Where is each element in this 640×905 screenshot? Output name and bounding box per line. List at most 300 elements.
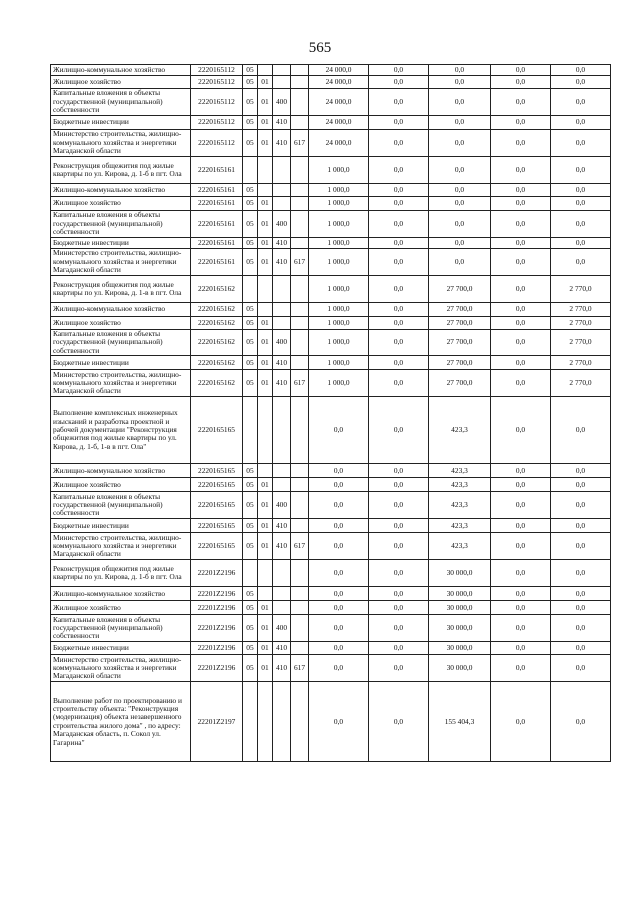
subsection-code: 01 (258, 249, 273, 276)
table-row (51, 76, 611, 89)
value-3: 423,3 (429, 533, 491, 560)
value-2: 0,0 (369, 303, 429, 317)
row-name: Жилищное хозяйство (51, 601, 191, 615)
section-code: 05 (243, 655, 258, 682)
expense-type-code (273, 157, 291, 184)
value-5: 0,0 (551, 197, 611, 211)
program-code: 2220165112 (191, 130, 243, 157)
subsection-code: 01 (258, 330, 273, 356)
value-4: 0,0 (491, 519, 551, 533)
value-2: 0,0 (369, 276, 429, 303)
subsection-code: 01 (258, 519, 273, 533)
table-row (51, 238, 611, 249)
section-code: 05 (243, 587, 258, 601)
ministry-code (291, 601, 309, 615)
value-5: 0,0 (551, 601, 611, 615)
expense-type-code: 410 (273, 642, 291, 655)
section-code: 05 (243, 238, 258, 249)
value-1: 1 000,0 (309, 238, 369, 249)
expense-type-code (273, 76, 291, 89)
subsection-code (258, 184, 273, 197)
value-3: 0,0 (429, 211, 491, 238)
program-code: 2220165161 (191, 249, 243, 276)
value-5: 0,0 (551, 615, 611, 642)
value-5: 0,0 (551, 587, 611, 601)
row-name: Капитальные вложения в объекты государственной (муниципальной) собственности (51, 89, 191, 116)
value-3: 155 404,3 (429, 682, 491, 762)
value-4: 0,0 (491, 317, 551, 330)
value-2: 0,0 (369, 330, 429, 356)
value-2: 0,0 (369, 65, 429, 76)
program-code: 2220165165 (191, 464, 243, 478)
value-1: 0,0 (309, 587, 369, 601)
program-code: 2220165161 (191, 238, 243, 249)
row-name: Жилищно-коммунальное хозяйство (51, 65, 191, 76)
row-name: Министерство строительства, жилищно-коммунального хозяйства и энергетики Магаданской области (51, 533, 191, 560)
value-1: 1 000,0 (309, 249, 369, 276)
value-1: 1 000,0 (309, 276, 369, 303)
value-4: 0,0 (491, 249, 551, 276)
ministry-code (291, 478, 309, 492)
row-name: Жилищно-коммунальное хозяйство (51, 184, 191, 197)
subsection-code (258, 303, 273, 317)
ministry-code (291, 238, 309, 249)
row-name: Реконструкция общежития под жилые квартиры по ул. Кирова, д. 1-б в пгт. Ола (51, 560, 191, 587)
subsection-code: 01 (258, 76, 273, 89)
table-row (51, 303, 611, 317)
subsection-code (258, 560, 273, 587)
value-5: 0,0 (551, 397, 611, 464)
value-5: 0,0 (551, 655, 611, 682)
table-row (51, 157, 611, 184)
subsection-code: 01 (258, 116, 273, 130)
section-code: 05 (243, 356, 258, 370)
table-row (51, 65, 611, 76)
value-4: 0,0 (491, 615, 551, 642)
ministry-code (291, 560, 309, 587)
expense-type-code (273, 601, 291, 615)
row-name: Жилищно-коммунальное хозяйство (51, 587, 191, 601)
value-3: 30 000,0 (429, 560, 491, 587)
value-1: 0,0 (309, 464, 369, 478)
table-row (51, 317, 611, 330)
value-1: 24 000,0 (309, 65, 369, 76)
table-row (51, 560, 611, 587)
expense-type-code (273, 197, 291, 211)
value-2: 0,0 (369, 478, 429, 492)
section-code: 05 (243, 533, 258, 560)
ministry-code (291, 303, 309, 317)
program-code: 2220165165 (191, 519, 243, 533)
subsection-code: 01 (258, 211, 273, 238)
subsection-code: 01 (258, 197, 273, 211)
ministry-code (291, 211, 309, 238)
expense-type-code: 400 (273, 89, 291, 116)
expense-type-code: 400 (273, 330, 291, 356)
row-name: Выполнение работ по проектированию и строительству объекта: "Реконструкция (модернизация) объекта незавершенного строительства жилого дома" , по адресу: Магаданская область, п. Сокол ул. Гагарина" (51, 682, 191, 762)
table-row (51, 642, 611, 655)
value-5: 0,0 (551, 533, 611, 560)
expense-type-code (273, 464, 291, 478)
value-5: 2 770,0 (551, 370, 611, 397)
ministry-code (291, 65, 309, 76)
value-2: 0,0 (369, 492, 429, 519)
table-row (51, 587, 611, 601)
table-body (51, 65, 611, 762)
section-code (243, 157, 258, 184)
section-code: 05 (243, 116, 258, 130)
expense-type-code (273, 682, 291, 762)
subsection-code (258, 157, 273, 184)
value-4: 0,0 (491, 682, 551, 762)
subsection-code: 01 (258, 478, 273, 492)
subsection-code (258, 682, 273, 762)
row-name: Капитальные вложения в объекты государственной (муниципальной) собственности (51, 330, 191, 356)
ministry-code (291, 330, 309, 356)
section-code: 05 (243, 370, 258, 397)
value-4: 0,0 (491, 184, 551, 197)
subsection-code: 01 (258, 370, 273, 397)
value-3: 0,0 (429, 197, 491, 211)
value-3: 0,0 (429, 157, 491, 184)
ministry-code (291, 276, 309, 303)
row-name: Министерство строительства, жилищно-коммунального хозяйства и энергетики Магаданской области (51, 249, 191, 276)
value-1: 0,0 (309, 655, 369, 682)
table-row (51, 130, 611, 157)
value-5: 0,0 (551, 478, 611, 492)
value-1: 0,0 (309, 682, 369, 762)
value-3: 27 700,0 (429, 276, 491, 303)
subsection-code: 01 (258, 533, 273, 560)
value-3: 0,0 (429, 249, 491, 276)
value-5: 0,0 (551, 642, 611, 655)
program-code: 2220165162 (191, 276, 243, 303)
section-code: 05 (243, 492, 258, 519)
value-4: 0,0 (491, 197, 551, 211)
value-1: 0,0 (309, 397, 369, 464)
table-row (51, 533, 611, 560)
expense-type-code: 410 (273, 655, 291, 682)
table-row (51, 184, 611, 197)
value-3: 30 000,0 (429, 655, 491, 682)
value-5: 0,0 (551, 184, 611, 197)
value-2: 0,0 (369, 317, 429, 330)
value-3: 0,0 (429, 76, 491, 89)
table-row (51, 615, 611, 642)
subsection-code: 01 (258, 492, 273, 519)
value-1: 1 000,0 (309, 184, 369, 197)
value-4: 0,0 (491, 464, 551, 478)
value-5: 0,0 (551, 211, 611, 238)
page-number: 565 (308, 40, 332, 56)
table-row (51, 197, 611, 211)
ministry-code (291, 317, 309, 330)
table-row (51, 330, 611, 356)
value-3: 423,3 (429, 492, 491, 519)
subsection-code: 01 (258, 89, 273, 116)
value-1: 1 000,0 (309, 211, 369, 238)
value-4: 0,0 (491, 478, 551, 492)
row-name: Министерство строительства, жилищно-коммунального хозяйства и энергетики Магаданской области (51, 370, 191, 397)
value-2: 0,0 (369, 587, 429, 601)
value-4: 0,0 (491, 642, 551, 655)
ministry-code (291, 682, 309, 762)
value-4: 0,0 (491, 356, 551, 370)
program-code: 2220165162 (191, 303, 243, 317)
program-code: 2220165162 (191, 330, 243, 356)
table-row (51, 478, 611, 492)
value-2: 0,0 (369, 184, 429, 197)
row-name: Бюджетные инвестиции (51, 356, 191, 370)
ministry-code: 617 (291, 655, 309, 682)
value-3: 30 000,0 (429, 587, 491, 601)
ministry-code (291, 76, 309, 89)
value-2: 0,0 (369, 682, 429, 762)
section-code: 05 (243, 478, 258, 492)
row-name: Жилищное хозяйство (51, 197, 191, 211)
program-code: 2220165112 (191, 116, 243, 130)
budget-table (50, 64, 611, 762)
value-4: 0,0 (491, 65, 551, 76)
value-1: 1 000,0 (309, 157, 369, 184)
value-4: 0,0 (491, 492, 551, 519)
subsection-code (258, 276, 273, 303)
value-5: 2 770,0 (551, 317, 611, 330)
value-2: 0,0 (369, 397, 429, 464)
value-3: 0,0 (429, 184, 491, 197)
value-4: 0,0 (491, 560, 551, 587)
section-code (243, 397, 258, 464)
ministry-code (291, 157, 309, 184)
expense-type-code: 410 (273, 238, 291, 249)
expense-type-code (273, 560, 291, 587)
value-1: 1 000,0 (309, 317, 369, 330)
value-2: 0,0 (369, 157, 429, 184)
table-row (51, 655, 611, 682)
value-4: 0,0 (491, 370, 551, 397)
value-2: 0,0 (369, 601, 429, 615)
section-code: 05 (243, 464, 258, 478)
value-2: 0,0 (369, 370, 429, 397)
value-2: 0,0 (369, 211, 429, 238)
value-5: 0,0 (551, 116, 611, 130)
value-5: 0,0 (551, 492, 611, 519)
value-4: 0,0 (491, 76, 551, 89)
value-5: 0,0 (551, 238, 611, 249)
program-code: 2220165161 (191, 197, 243, 211)
value-1: 0,0 (309, 601, 369, 615)
program-code: 2220165112 (191, 65, 243, 76)
row-name: Жилищное хозяйство (51, 317, 191, 330)
value-2: 0,0 (369, 655, 429, 682)
value-3: 423,3 (429, 519, 491, 533)
expense-type-code: 400 (273, 492, 291, 519)
value-2: 0,0 (369, 356, 429, 370)
subsection-code: 01 (258, 238, 273, 249)
section-code: 05 (243, 601, 258, 615)
value-4: 0,0 (491, 587, 551, 601)
value-2: 0,0 (369, 560, 429, 587)
value-2: 0,0 (369, 130, 429, 157)
subsection-code (258, 397, 273, 464)
ministry-code (291, 184, 309, 197)
row-name: Жилищно-коммунальное хозяйство (51, 464, 191, 478)
program-code: 2220165165 (191, 492, 243, 519)
row-name: Жилищное хозяйство (51, 478, 191, 492)
value-3: 30 000,0 (429, 642, 491, 655)
value-4: 0,0 (491, 116, 551, 130)
ministry-code (291, 89, 309, 116)
section-code: 05 (243, 519, 258, 533)
program-code: 2220165165 (191, 397, 243, 464)
value-3: 0,0 (429, 65, 491, 76)
section-code: 05 (243, 184, 258, 197)
value-4: 0,0 (491, 89, 551, 116)
program-code: 2220165161 (191, 157, 243, 184)
expense-type-code (273, 65, 291, 76)
value-2: 0,0 (369, 76, 429, 89)
value-2: 0,0 (369, 519, 429, 533)
value-1: 0,0 (309, 642, 369, 655)
value-4: 0,0 (491, 655, 551, 682)
ministry-code (291, 464, 309, 478)
expense-type-code: 410 (273, 356, 291, 370)
program-code: 2220165165 (191, 478, 243, 492)
section-code: 05 (243, 130, 258, 157)
ministry-code: 617 (291, 130, 309, 157)
value-1: 0,0 (309, 560, 369, 587)
program-code: 22201Z2196 (191, 601, 243, 615)
ministry-code (291, 356, 309, 370)
subsection-code: 01 (258, 317, 273, 330)
ministry-code (291, 642, 309, 655)
value-5: 0,0 (551, 682, 611, 762)
section-code: 05 (243, 330, 258, 356)
program-code: 22201Z2196 (191, 615, 243, 642)
value-4: 0,0 (491, 397, 551, 464)
table-row (51, 519, 611, 533)
value-1: 24 000,0 (309, 116, 369, 130)
value-2: 0,0 (369, 249, 429, 276)
row-name: Выполнение комплексных инженерных изысканий и разработка проектной и рабочей документации "Реконструкция общежития под жилые квартиры по ул. Кирова, д. 1-б, 1-в в пгт. Ола" (51, 397, 191, 464)
value-4: 0,0 (491, 303, 551, 317)
row-name: Бюджетные инвестиции (51, 116, 191, 130)
expense-type-code (273, 184, 291, 197)
section-code: 05 (243, 642, 258, 655)
table-row (51, 116, 611, 130)
row-name: Министерство строительства, жилищно-коммунального хозяйства и энергетики Магаданской области (51, 130, 191, 157)
section-code (243, 276, 258, 303)
table-row (51, 601, 611, 615)
value-3: 423,3 (429, 397, 491, 464)
value-4: 0,0 (491, 157, 551, 184)
program-code: 22201Z2196 (191, 642, 243, 655)
program-code: 2220165162 (191, 317, 243, 330)
value-5: 0,0 (551, 157, 611, 184)
row-name: Жилищно-коммунальное хозяйство (51, 303, 191, 317)
value-2: 0,0 (369, 464, 429, 478)
section-code (243, 560, 258, 587)
table-row (51, 397, 611, 464)
value-2: 0,0 (369, 89, 429, 116)
value-1: 1 000,0 (309, 370, 369, 397)
value-4: 0,0 (491, 533, 551, 560)
program-code: 2220165161 (191, 184, 243, 197)
value-5: 0,0 (551, 249, 611, 276)
value-1: 24 000,0 (309, 89, 369, 116)
value-1: 0,0 (309, 492, 369, 519)
expense-type-code (273, 317, 291, 330)
table-row (51, 276, 611, 303)
table-row (51, 89, 611, 116)
subsection-code: 01 (258, 642, 273, 655)
value-4: 0,0 (491, 130, 551, 157)
ministry-code (291, 587, 309, 601)
value-1: 1 000,0 (309, 330, 369, 356)
value-5: 0,0 (551, 130, 611, 157)
expense-type-code (273, 478, 291, 492)
table-row (51, 492, 611, 519)
subsection-code: 01 (258, 130, 273, 157)
section-code: 05 (243, 615, 258, 642)
value-3: 30 000,0 (429, 601, 491, 615)
table-row (51, 356, 611, 370)
expense-type-code: 410 (273, 249, 291, 276)
expense-type-code: 400 (273, 615, 291, 642)
expense-type-code: 410 (273, 519, 291, 533)
subsection-code: 01 (258, 655, 273, 682)
section-code: 05 (243, 89, 258, 116)
value-2: 0,0 (369, 197, 429, 211)
row-name: Бюджетные инвестиции (51, 642, 191, 655)
value-5: 0,0 (551, 519, 611, 533)
value-5: 2 770,0 (551, 356, 611, 370)
section-code: 05 (243, 76, 258, 89)
expense-type-code: 410 (273, 370, 291, 397)
row-name: Бюджетные инвестиции (51, 519, 191, 533)
value-1: 0,0 (309, 519, 369, 533)
table-row (51, 464, 611, 478)
program-code: 22201Z2197 (191, 682, 243, 762)
value-3: 0,0 (429, 116, 491, 130)
value-5: 0,0 (551, 65, 611, 76)
section-code: 05 (243, 303, 258, 317)
value-5: 0,0 (551, 464, 611, 478)
program-code: 2220165162 (191, 356, 243, 370)
value-2: 0,0 (369, 642, 429, 655)
row-name: Реконструкция общежития под жилые квартиры по ул. Кирова, д. 1-в в пгт. Ола (51, 276, 191, 303)
ministry-code (291, 492, 309, 519)
section-code: 05 (243, 317, 258, 330)
value-3: 0,0 (429, 89, 491, 116)
subsection-code (258, 65, 273, 76)
program-code: 2220165161 (191, 211, 243, 238)
value-4: 0,0 (491, 330, 551, 356)
value-5: 2 770,0 (551, 303, 611, 317)
ministry-code: 617 (291, 533, 309, 560)
row-name: Министерство строительства, жилищно-коммунального хозяйства и энергетики Магаданской области (51, 655, 191, 682)
expense-type-code: 410 (273, 116, 291, 130)
value-3: 27 700,0 (429, 330, 491, 356)
section-code: 05 (243, 249, 258, 276)
subsection-code: 01 (258, 356, 273, 370)
section-code: 05 (243, 65, 258, 76)
value-1: 1 000,0 (309, 303, 369, 317)
value-4: 0,0 (491, 601, 551, 615)
row-name: Капитальные вложения в объекты государственной (муниципальной) собственности (51, 492, 191, 519)
value-1: 0,0 (309, 615, 369, 642)
expense-type-code: 400 (273, 211, 291, 238)
